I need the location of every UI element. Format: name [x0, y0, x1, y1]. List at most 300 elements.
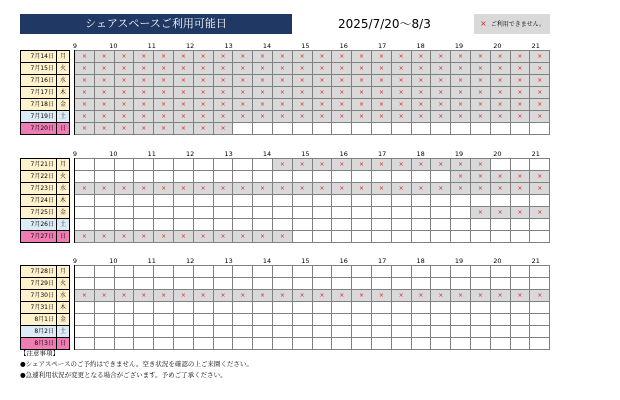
slot-unavailable: ×: [94, 63, 114, 75]
slot-available: [312, 326, 332, 338]
slot-unavailable: ×: [94, 51, 114, 63]
slot-available: [510, 314, 530, 326]
slot-available: [233, 219, 253, 231]
slot-available: [352, 207, 372, 219]
slot-available: [114, 314, 134, 326]
slot-available: [312, 302, 332, 314]
slot-unavailable: ×: [371, 75, 391, 87]
slot-available: [75, 302, 95, 314]
slot-unavailable: ×: [352, 75, 372, 87]
slot-available: [510, 278, 530, 290]
slot-unavailable: ×: [154, 183, 174, 195]
slot-unavailable: ×: [75, 183, 95, 195]
hour-label: 9: [72, 42, 78, 50]
slot-available: [431, 171, 451, 183]
slot-unavailable: ×: [233, 99, 253, 111]
slot-unavailable: ×: [253, 75, 273, 87]
slot-unavailable: ×: [94, 231, 114, 243]
slot-available: [134, 278, 154, 290]
slot-available: [490, 338, 510, 350]
hour-label: 13: [224, 150, 233, 158]
slot-available: [253, 159, 273, 171]
slot-unavailable: ×: [114, 63, 134, 75]
hour-label: 20: [493, 42, 502, 50]
slot-unavailable: ×: [233, 75, 253, 87]
slot-unavailable: ×: [213, 63, 233, 75]
slot-available: [94, 219, 114, 231]
slot-unavailable: ×: [193, 51, 213, 63]
notes: [20, 348, 253, 381]
slot-available: [530, 195, 550, 207]
slot-available: [154, 266, 174, 278]
slot-available: [114, 159, 134, 171]
slot-unavailable: ×: [451, 99, 471, 111]
slot-available: [411, 171, 431, 183]
slot-available: [312, 338, 332, 350]
slot-available: [332, 123, 352, 135]
row-weekday: 水: [57, 75, 70, 87]
slot-available: [530, 123, 550, 135]
slot-available: [411, 266, 431, 278]
slot-unavailable: ×: [490, 290, 510, 302]
slot-available: [391, 266, 411, 278]
slot-available: [94, 266, 114, 278]
slot-available: [352, 171, 372, 183]
schedule-row: [21, 207, 550, 219]
slot-unavailable: ×: [193, 99, 213, 111]
slot-available: [411, 219, 431, 231]
slot-unavailable: ×: [530, 111, 550, 123]
slot-available: [510, 231, 530, 243]
slot-available: [510, 159, 530, 171]
slot-unavailable: ×: [530, 171, 550, 183]
hour-label: 14: [262, 150, 272, 158]
slot-available: [391, 231, 411, 243]
row-weekday: 月: [57, 159, 70, 171]
row-date: 7月17日: [21, 87, 57, 99]
slot-available: [114, 219, 134, 231]
slot-available: [530, 231, 550, 243]
slot-unavailable: ×: [154, 87, 174, 99]
slot-available: [530, 302, 550, 314]
slot-unavailable: ×: [114, 99, 134, 111]
slot-available: [114, 326, 134, 338]
slot-unavailable: ×: [292, 159, 312, 171]
slot-available: [391, 171, 411, 183]
slot-available: [272, 207, 292, 219]
slot-available: [490, 195, 510, 207]
slot-available: [272, 326, 292, 338]
slot-available: [470, 314, 490, 326]
slot-available: [233, 266, 253, 278]
hour-label: 20: [493, 257, 502, 265]
slot-unavailable: ×: [530, 51, 550, 63]
slot-unavailable: ×: [114, 51, 134, 63]
slot-available: [332, 278, 352, 290]
slot-unavailable: ×: [272, 87, 292, 99]
slot-available: [470, 266, 490, 278]
slot-available: [431, 302, 451, 314]
slot-available: [94, 171, 114, 183]
slot-unavailable: ×: [292, 111, 312, 123]
slot-unavailable: ×: [173, 290, 193, 302]
schedule-row: [21, 51, 550, 63]
slot-available: [193, 195, 213, 207]
slot-available: [94, 314, 114, 326]
slot-available: [391, 195, 411, 207]
slot-unavailable: ×: [451, 171, 471, 183]
slot-unavailable: ×: [490, 99, 510, 111]
slot-available: [352, 231, 372, 243]
slot-unavailable: ×: [193, 123, 213, 135]
slot-available: [253, 171, 273, 183]
slot-unavailable: ×: [470, 207, 490, 219]
slot-unavailable: ×: [193, 75, 213, 87]
schedule-row: [21, 290, 550, 302]
row-date: 7月29日: [21, 278, 57, 290]
slot-unavailable: ×: [173, 231, 193, 243]
slot-available: [371, 207, 391, 219]
hour-label: 18: [416, 150, 425, 158]
slot-available: [114, 171, 134, 183]
slot-available: [411, 278, 431, 290]
slot-available: [154, 171, 174, 183]
slot-available: [431, 314, 451, 326]
slot-available: [75, 207, 95, 219]
slot-available: [352, 302, 372, 314]
slot-available: [114, 207, 134, 219]
slot-available: [173, 266, 193, 278]
slot-available: [292, 326, 312, 338]
slot-unavailable: ×: [431, 111, 451, 123]
schedule-row: [21, 278, 550, 290]
slot-unavailable: ×: [411, 87, 431, 99]
slot-unavailable: ×: [272, 75, 292, 87]
slot-unavailable: ×: [411, 183, 431, 195]
slot-unavailable: ×: [510, 183, 530, 195]
slot-unavailable: ×: [490, 51, 510, 63]
row-weekday: 土: [57, 111, 70, 123]
slot-available: [431, 195, 451, 207]
row-weekday: 日: [57, 123, 70, 135]
row-date: 8月3日: [21, 338, 57, 350]
slot-available: [173, 278, 193, 290]
slot-available: [134, 207, 154, 219]
slot-unavailable: ×: [530, 290, 550, 302]
slot-unavailable: ×: [272, 159, 292, 171]
slot-available: [411, 207, 431, 219]
slot-unavailable: ×: [114, 87, 134, 99]
row-date: 7月20日: [21, 123, 57, 135]
slot-available: [312, 207, 332, 219]
hour-label: 10: [109, 42, 118, 50]
row-date: 7月15日: [21, 63, 57, 75]
slot-available: [352, 219, 372, 231]
slot-unavailable: ×: [193, 231, 213, 243]
slot-unavailable: ×: [490, 111, 510, 123]
slot-unavailable: ×: [391, 51, 411, 63]
slot-available: [451, 219, 471, 231]
hour-label: 13: [224, 42, 233, 50]
slot-available: [371, 219, 391, 231]
slot-unavailable: ×: [371, 51, 391, 63]
slot-available: [352, 266, 372, 278]
slot-available: [173, 207, 193, 219]
slot-available: [371, 171, 391, 183]
slot-available: [510, 338, 530, 350]
slot-unavailable: ×: [431, 51, 451, 63]
slot-available: [272, 266, 292, 278]
slot-available: [292, 123, 312, 135]
slot-available: [470, 123, 490, 135]
slot-available: [312, 314, 332, 326]
slot-available: [332, 326, 352, 338]
slot-unavailable: ×: [292, 63, 312, 75]
slot-unavailable: ×: [470, 183, 490, 195]
slot-available: [292, 219, 312, 231]
slot-available: [391, 302, 411, 314]
slot-unavailable: ×: [470, 51, 490, 63]
slot-unavailable: ×: [173, 99, 193, 111]
slot-available: [75, 195, 95, 207]
slot-unavailable: ×: [193, 111, 213, 123]
slot-available: [352, 195, 372, 207]
slot-unavailable: ×: [253, 290, 273, 302]
hour-label: 18: [416, 257, 425, 265]
hour-label: 19: [454, 257, 464, 265]
slot-unavailable: ×: [510, 290, 530, 302]
slot-unavailable: ×: [253, 63, 273, 75]
schedule-row: [21, 111, 550, 123]
slot-unavailable: ×: [193, 183, 213, 195]
slot-available: [253, 207, 273, 219]
slot-unavailable: ×: [371, 63, 391, 75]
slot-available: [292, 231, 312, 243]
slot-available: [233, 326, 253, 338]
slot-unavailable: ×: [213, 51, 233, 63]
slot-available: [451, 314, 471, 326]
hour-label: 11: [147, 42, 156, 50]
schedule-row: [21, 123, 550, 135]
slot-unavailable: ×: [411, 99, 431, 111]
slot-available: [213, 171, 233, 183]
slot-unavailable: ×: [272, 51, 292, 63]
slot-available: [193, 266, 213, 278]
row-date: 7月21日: [21, 159, 57, 171]
hour-label: 10: [109, 257, 118, 265]
slot-available: [213, 159, 233, 171]
slot-unavailable: ×: [490, 75, 510, 87]
slot-available: [530, 278, 550, 290]
row-date: 7月18日: [21, 99, 57, 111]
slot-unavailable: ×: [134, 183, 154, 195]
hour-label: 19: [454, 150, 464, 158]
schedule-row: [21, 75, 550, 87]
slot-available: [94, 326, 114, 338]
hour-label: 21: [531, 150, 540, 158]
slot-unavailable: ×: [173, 183, 193, 195]
slot-available: [154, 302, 174, 314]
slot-available: [371, 338, 391, 350]
slot-available: [134, 314, 154, 326]
slot-available: [431, 219, 451, 231]
slot-unavailable: ×: [470, 171, 490, 183]
slot-available: [134, 195, 154, 207]
slot-unavailable: ×: [134, 111, 154, 123]
slot-available: [312, 171, 332, 183]
slot-available: [193, 314, 213, 326]
slot-unavailable: ×: [510, 87, 530, 99]
slot-unavailable: ×: [94, 183, 114, 195]
slot-unavailable: ×: [134, 63, 154, 75]
hour-label: 20: [493, 150, 502, 158]
row-date: 7月31日: [21, 302, 57, 314]
date-range: 2025/7/20～8/3: [338, 17, 431, 31]
slot-unavailable: ×: [94, 123, 114, 135]
slot-available: [431, 207, 451, 219]
hour-label: 15: [301, 42, 310, 50]
slot-available: [94, 195, 114, 207]
slot-unavailable: ×: [173, 51, 193, 63]
schedule-row: [21, 87, 550, 99]
slot-unavailable: ×: [510, 111, 530, 123]
slot-available: [371, 195, 391, 207]
slot-available: [213, 302, 233, 314]
slot-unavailable: ×: [391, 63, 411, 75]
slot-unavailable: ×: [391, 75, 411, 87]
slot-unavailable: ×: [173, 111, 193, 123]
slot-unavailable: ×: [253, 51, 273, 63]
slot-available: [154, 219, 174, 231]
schedule-row: [21, 99, 550, 111]
slot-available: [431, 278, 451, 290]
slot-unavailable: ×: [530, 87, 550, 99]
row-weekday: 金: [57, 314, 70, 326]
slot-available: [530, 266, 550, 278]
hour-label: 14: [262, 257, 272, 265]
row-weekday: 火: [57, 278, 70, 290]
slot-unavailable: ×: [451, 290, 471, 302]
slot-available: [253, 326, 273, 338]
slot-available: [272, 302, 292, 314]
slot-unavailable: ×: [292, 99, 312, 111]
slot-available: [411, 231, 431, 243]
slot-available: [470, 278, 490, 290]
hour-label: 21: [531, 257, 540, 265]
slot-available: [431, 266, 451, 278]
slot-unavailable: ×: [510, 63, 530, 75]
row-weekday: 金: [57, 99, 70, 111]
row-date: 7月19日: [21, 111, 57, 123]
hour-label: 12: [186, 42, 195, 50]
slot-available: [312, 266, 332, 278]
schedule-row: [21, 195, 550, 207]
schedule-row: [21, 326, 550, 338]
slot-available: [371, 278, 391, 290]
slot-unavailable: ×: [451, 63, 471, 75]
slot-available: [233, 207, 253, 219]
slot-available: [530, 314, 550, 326]
slot-available: [213, 195, 233, 207]
slot-unavailable: ×: [451, 75, 471, 87]
slot-available: [411, 314, 431, 326]
slot-available: [332, 266, 352, 278]
slot-available: [391, 207, 411, 219]
slot-available: [510, 266, 530, 278]
schedule-row: [21, 266, 550, 278]
slot-available: [490, 278, 510, 290]
slot-unavailable: ×: [134, 51, 154, 63]
slot-unavailable: ×: [134, 290, 154, 302]
slot-unavailable: ×: [154, 63, 174, 75]
slot-unavailable: ×: [352, 111, 372, 123]
slot-available: [332, 231, 352, 243]
slot-unavailable: ×: [94, 99, 114, 111]
slot-available: [332, 207, 352, 219]
slot-unavailable: ×: [431, 99, 451, 111]
slot-available: [292, 207, 312, 219]
slot-unavailable: ×: [312, 111, 332, 123]
row-date: 7月25日: [21, 207, 57, 219]
hour-label: 12: [186, 150, 195, 158]
slot-unavailable: ×: [292, 183, 312, 195]
slot-unavailable: ×: [173, 75, 193, 87]
slot-available: [75, 278, 95, 290]
slot-available: [451, 195, 471, 207]
slot-unavailable: ×: [134, 123, 154, 135]
slot-unavailable: ×: [332, 290, 352, 302]
slot-available: [451, 302, 471, 314]
slot-unavailable: ×: [371, 111, 391, 123]
slot-available: [233, 302, 253, 314]
slot-available: [510, 219, 530, 231]
page-title: シェアスペースご利用可能日: [20, 14, 292, 34]
slot-available: [173, 219, 193, 231]
legend-text: ご利用できません。: [490, 21, 546, 28]
slot-unavailable: ×: [272, 63, 292, 75]
hour-label: 10: [109, 150, 118, 158]
row-weekday: 火: [57, 171, 70, 183]
hour-label: 11: [147, 150, 156, 158]
slot-unavailable: ×: [253, 87, 273, 99]
slot-unavailable: ×: [272, 111, 292, 123]
slot-available: [193, 302, 213, 314]
slot-available: [391, 278, 411, 290]
hour-label: 14: [262, 42, 272, 50]
row-weekday: 土: [57, 219, 70, 231]
row-weekday: 木: [57, 302, 70, 314]
slot-available: [490, 231, 510, 243]
slot-unavailable: ×: [292, 87, 312, 99]
slot-unavailable: ×: [371, 87, 391, 99]
schedule-row: [21, 171, 550, 183]
slot-available: [510, 302, 530, 314]
slot-unavailable: ×: [530, 99, 550, 111]
slot-available: [470, 219, 490, 231]
slot-available: [75, 219, 95, 231]
slot-unavailable: ×: [134, 87, 154, 99]
slot-unavailable: ×: [332, 51, 352, 63]
row-date: 8月2日: [21, 326, 57, 338]
slot-available: [173, 159, 193, 171]
slot-available: [490, 123, 510, 135]
slot-available: [114, 266, 134, 278]
slot-unavailable: ×: [431, 75, 451, 87]
slot-unavailable: ×: [134, 231, 154, 243]
slot-available: [470, 231, 490, 243]
slot-available: [431, 326, 451, 338]
row-weekday: 土: [57, 326, 70, 338]
